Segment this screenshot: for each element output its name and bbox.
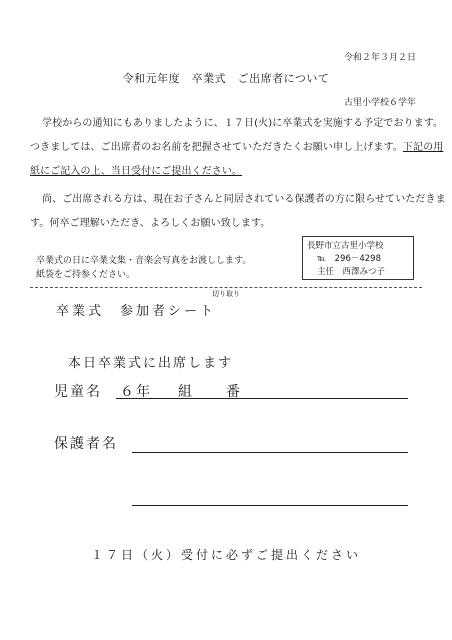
sheet-title: 卒業式 参加者シート (56, 304, 217, 319)
document-title: 令和元年度 卒業式 ご出席者について (122, 72, 330, 85)
body-line-2 (30, 138, 443, 153)
contact-school: 長野市立古里小学校 (307, 241, 384, 251)
body-line-5: す。何卒ご理解いただき、よろしくお願い致します。 (30, 218, 271, 229)
sender-organization: 古里小学校６学年 (343, 98, 416, 108)
guardian-name-label: 保護者名 (54, 436, 118, 452)
note-line-2: 紙袋をご持参ください。 (36, 270, 136, 280)
child-class: 組 (178, 384, 194, 400)
body-line-3: 紙にご記入の上、当日受付にご提出ください。 (30, 166, 243, 177)
attendance-statement: 本日卒業式に出席します (68, 356, 234, 371)
body-line-4: 尚、ご出席される方は、現在お子さんと同居されている保護者の方に限らせていただきま (42, 194, 446, 205)
body-line-2-text: つきましては、ご出席者のお名前を把握させていただきたくお願い申し上げます。 (30, 142, 403, 153)
body-line-1: 学校からの通知にもありましたように、１７日(火)に卒業式を実施する予定でおります。 (42, 118, 444, 129)
contact-tel: ℡ 296－4298 (317, 254, 381, 264)
contact-box (302, 236, 414, 280)
child-name-label: 児童名 (54, 384, 102, 400)
child-grade: ６年 (120, 384, 152, 400)
note-line-1: 卒業式の日に卒業文集・音楽会写真をお渡しします。 (36, 256, 252, 266)
body-line-2-underlined: 下記の用 (402, 142, 444, 153)
child-name-line[interactable] (116, 398, 408, 399)
guardian-name-line-2[interactable] (132, 505, 408, 506)
cut-label: 切り取り (208, 290, 244, 298)
contact-person: 主任 西澤みつ子 (317, 267, 385, 277)
guardian-name-line-1[interactable] (132, 452, 408, 453)
submission-instruction: １７日（火）受付に必ずご提出ください (90, 548, 361, 562)
document-date: 令和２年３月２日 (343, 53, 416, 63)
child-number: 番 (226, 384, 242, 400)
cut-label-wrap (0, 281, 452, 300)
